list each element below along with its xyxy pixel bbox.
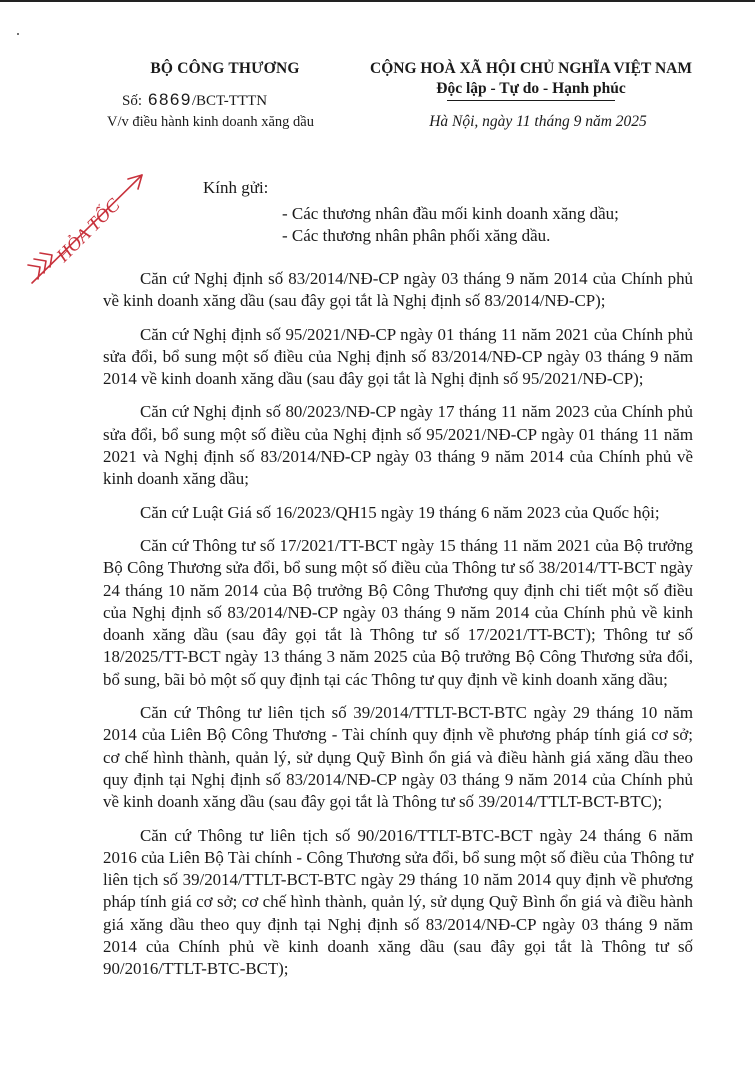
organization-name: BỘ CÔNG THƯƠNG (150, 60, 300, 77)
national-header (345, 60, 717, 131)
legal-basis-paragraph: Căn cứ Luật Giá số 16/2023/QH15 ngày 19 tháng 6 năm 2023 của Quốc hội; (140, 502, 660, 522)
recipient-item: - Các thương nhân đầu mối kinh doanh xăng dầu; (282, 204, 619, 223)
legal-basis-paragraph: Căn cứ Thông tư liên tịch số 39/2014/TTLT-BCT-BTC ngày 29 tháng 10 năm 2014 của Liên Bộ Công Thương - Tài chính quy định về phương pháp tính giá cơ sở; cơ chế hình thành, quản lý, sử dụng Quỹ Bình ổn giá và điều hành giá xăng dầu theo quy định tại Nghị định số 83/2014/NĐ-CP ngày 03 tháng 9 năm 2014 của Chính phủ về kinh doanh xăng dầu (sau đây gọi tắt là Thông tư số 39/2014/TTLT-BCT-BTC); (103, 703, 693, 812)
place-and-date: Hà Nội, ngày 11 tháng 9 năm 2025 (429, 113, 647, 130)
urgent-stamp-text: HỎA TỐC (52, 194, 125, 267)
nation-name: CỘNG HOÀ XÃ HỘI CHỦ NGHĨA VIỆT NAM (370, 60, 692, 77)
document-body (103, 268, 693, 992)
recipient-list (282, 203, 619, 247)
document-number-label: Số: (122, 93, 143, 109)
legal-basis-paragraph: Căn cứ Thông tư liên tịch số 90/2016/TTLT-BTC-BCT ngày 24 tháng 6 năm 2016 của Liên Bộ Tài chính - Công Thương sửa đổi, bổ sung một số điều của Thông tư liên tịch số 39/2014/TTLT-BCT-BTC ngày 29 tháng 10 năm 2014 quy định về phương pháp tính giá cơ sở; cơ chế hình thành, quản lý, sử dụng Quỹ Bình ổn giá và điều hành giá xăng dầu theo quy định tại Nghị định số 83/2014/NĐ-CP ngày 03 tháng 9 năm 2014 của Chính phủ về kinh doanh xăng dầu (sau đây gọi tắt là Thông tư số 90/2016/TTLT-BTC-BCT); (103, 825, 693, 979)
recipient-item: - Các thương nhân phân phối xăng dầu. (282, 226, 551, 245)
legal-basis-paragraph: Căn cứ Nghị định số 95/2021/NĐ-CP ngày 01 tháng 11 năm 2021 của Chính phủ sửa đổi, bổ sung một số điều của Nghị định số 83/2014/NĐ-CP ngày 03 tháng 9 năm 2014 về kinh doanh xăng dầu (sau đây gọi tắt là Nghị định số 95/2021/NĐ-CP); (103, 324, 693, 389)
document-number-suffix: /BCT-TTTN (191, 93, 268, 109)
legal-basis-paragraph: Căn cứ Nghị định số 80/2023/NĐ-CP ngày 17 tháng 11 năm 2023 của Chính phủ sửa đổi, bổ sung một số điều của Nghị định số 95/2021/NĐ-CP ngày 01 tháng 11 năm 2021 và Nghị định số 83/2014/NĐ-CP ngày 03 tháng 9 năm 2014 của Chính phủ về kinh doanh xăng dầu; (103, 402, 693, 489)
legal-basis-paragraph: Căn cứ Nghị định số 83/2014/NĐ-CP ngày 03 tháng 9 năm 2014 của Chính phủ về kinh doanh xăng dầu (sau đây gọi tắt là Nghị định số 83/2014/NĐ-CP); (103, 269, 693, 311)
issuer-block (100, 60, 350, 131)
document-subject: V/v điều hành kinh doanh xăng dầu (107, 114, 314, 130)
legal-basis-paragraph: Căn cứ Thông tư số 17/2021/TT-BCT ngày 15 tháng 11 năm 2021 của Bộ trưởng Bộ Công Thương sửa đổi, bổ sung một số điều của Thông tư số 38/2014/TT-BCT ngày 24 tháng 10 năm 2014 của Bộ trưởng Bộ Công Thương quy định chi tiết một số điều của Nghị định số 83/2014/NĐ-CP ngày 03 tháng 9 năm 2014 của Chính phủ về kinh doanh xăng dầu (sau đây gọi tắt là Thông tư số 17/2021/TT-BCT); Thông tư số 18/2025/TT-BCT ngày 13 tháng 3 năm 2025 của Bộ trưởng Bộ Công Thương sửa đổi, bổ sung, bãi bỏ một số quy định tại các Thông tư quy định về kinh doanh xăng dầu; (103, 535, 693, 689)
greeting: Kính gửi: (203, 178, 269, 197)
national-motto: Độc lập - Tự do - Hạnh phúc (436, 80, 626, 97)
document-number: 6869 (148, 90, 192, 109)
document-number-line (100, 90, 350, 110)
scan-top-edge (0, 0, 755, 2)
scan-speck (17, 33, 19, 35)
motto-underline (447, 100, 615, 101)
